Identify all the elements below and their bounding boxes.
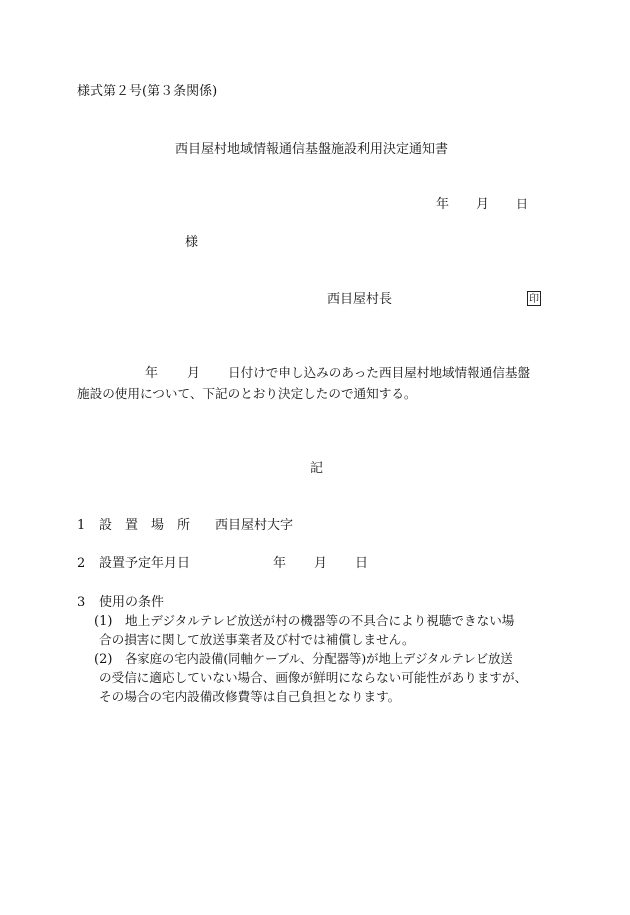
document-title: 西目屋村地域情報通信基盤施設利用決定通知書: [175, 142, 449, 157]
condition2-number: (2): [94, 652, 113, 667]
item1-number: 1: [77, 518, 86, 533]
item3-label: 使用の条件: [99, 595, 165, 610]
item1-label: 設 置 場 所: [99, 518, 191, 533]
condition1-line2: 合の損害に関して放送事業者及び村では補償しません。: [99, 632, 415, 647]
issuer-name: 西目屋村長: [327, 292, 393, 307]
seal-mark: 印: [527, 291, 541, 306]
item3-number: 3: [77, 595, 86, 610]
date-year: 年: [436, 197, 450, 212]
body-year: 年: [145, 366, 159, 381]
date-month: 月: [476, 197, 490, 212]
addressee-suffix: 様: [185, 235, 199, 250]
item2-month: 月: [314, 556, 328, 571]
date-day: 日: [516, 197, 529, 211]
condition2-line1: 各家庭の宅内設備(同軸ケーブル、分配器等)が地上デジタルテレビ放送: [125, 652, 513, 666]
body-line2: 施設の使用について、下記のとおり決定したので通知する。: [77, 386, 417, 401]
item2-label: 設置予定年月日: [99, 556, 191, 571]
item1-value: 西目屋村大字: [215, 518, 294, 533]
condition2-line2: の受信に適応していない場合、画像が鮮明にならない可能性がありますが、: [99, 670, 528, 685]
condition1-line1: 地上デジタルテレビ放送が村の機器等の不具合により視聴できない場: [125, 613, 515, 628]
ki-heading: 記: [310, 461, 324, 476]
item2-day: 日: [355, 556, 369, 571]
body-line1: 日付けで申し込みのあった西目屋村地域情報通信基盤: [228, 365, 531, 380]
body-month: 月: [187, 366, 201, 381]
form-id: 様式第２号(第３条関係): [77, 84, 218, 99]
item2-number: 2: [77, 556, 86, 571]
condition1-number: (1): [94, 614, 113, 629]
condition2-line3: その場合の宅内設備改修費等は自己負担となります。: [99, 689, 401, 704]
item2-year: 年: [273, 556, 287, 571]
